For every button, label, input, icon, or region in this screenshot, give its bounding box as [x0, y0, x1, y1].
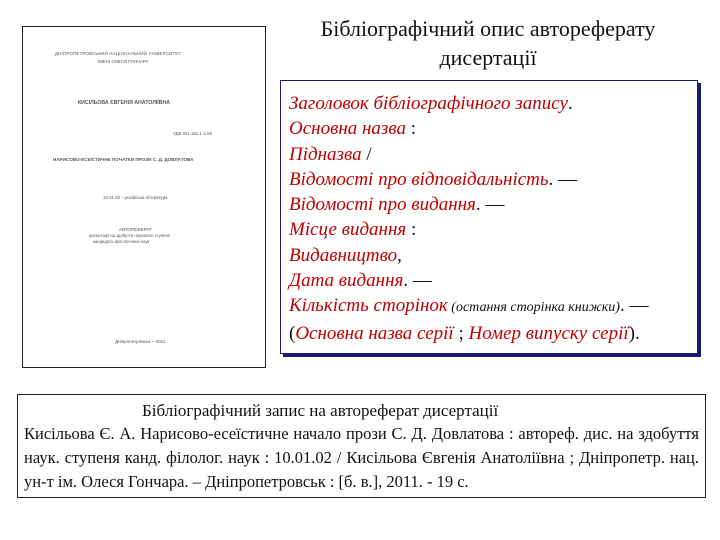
element-label: Видавництво: [289, 244, 398, 266]
element-line: [289, 116, 689, 141]
example-record-box: [17, 394, 706, 498]
element-label: Заголовок бібліографічного запису: [289, 93, 568, 114]
element-line: [289, 192, 689, 217]
element-line: [289, 217, 689, 242]
series-open-bracket: (: [289, 322, 296, 344]
element-separator: .: [567, 93, 573, 114]
element-label: Дата видання: [289, 270, 404, 292]
element-separator: :: [405, 118, 416, 140]
cover-abstract-line2: дисертації на здобуття наукового ступеня: [89, 233, 171, 238]
cover-author: КИСІЛЬОВА ЄВГЕНІЯ АНАТОЛІЇВНА: [78, 100, 170, 106]
page-title-line2: дисертації: [439, 45, 537, 70]
series-close-bracket: ).: [628, 322, 640, 344]
cover-udc: УДК 821.161.1-4.09: [173, 131, 212, 136]
element-line: [289, 167, 689, 192]
element-label: Місце видання: [289, 219, 407, 241]
page-title-line1: Бібліографічний опис автореферату: [320, 16, 656, 41]
element-label: Підназва: [289, 143, 362, 165]
element-separator: /: [361, 143, 372, 165]
element-line: [289, 293, 689, 320]
cover-specialty: 10.01.02 – російська література: [103, 195, 168, 200]
cover-header-line1: ДНІПРОПЕТРОВСЬКИЙ НАЦІОНАЛЬНИЙ УНІВЕРСИТЕТ: [55, 51, 182, 56]
element-separator: ,: [397, 244, 402, 266]
series-line: [289, 321, 689, 346]
element-separator: . —: [403, 270, 432, 292]
element-line: [289, 268, 689, 293]
description-elements-box: [280, 80, 698, 354]
series-title-label: Основна назва серії: [295, 322, 454, 344]
element-separator: . —: [548, 168, 578, 190]
cover-abstract-line3: кандидата філологічних наук: [93, 239, 150, 244]
element-separator: . —: [475, 194, 505, 216]
example-record-text: Кисільова Є. А. Нарисово-есеїстичне начало прози С. Д. Довлатова : автореф. дис. на здобуття наук. ступеня канд. філолог. наук : 10.01.02 / Кисільова Євгенія Анатоліївна ; Дніпропетр. нац. ун-т ім. Олеся Гончара. – Дніпропетровськ : [б. в.], 2011. - 19 с.: [24, 424, 699, 491]
abstract-cover-thumbnail: [22, 26, 266, 368]
element-label: Відомості про видання: [289, 194, 476, 216]
element-separator: :: [406, 219, 417, 241]
cover-title: НАРИСОВО-ЕСЕЇСТИЧНЕ ПОЧАТКИ ПРОЗИ С. Д. ДОВЛАТОВА: [53, 157, 194, 162]
element-label: Основна назва: [289, 118, 406, 140]
example-title: Бібліографічний запис на автореферат дисертації: [142, 401, 499, 420]
element-line: [289, 243, 689, 268]
cover-abstract-label: АВТОРЕФЕРАТ: [119, 227, 152, 232]
series-number-label: Номер випуску серії: [468, 322, 629, 344]
series-separator: ;: [453, 322, 469, 344]
page-title: [278, 14, 698, 72]
element-line: [289, 91, 689, 116]
element-separator: . —: [619, 295, 649, 317]
element-note: (остання сторінка книжки): [447, 300, 620, 316]
element-line: [289, 142, 689, 167]
cover-city-year: Дніпропетровськ – 2011: [115, 339, 166, 344]
element-label: Відомості про відповідальність: [289, 168, 549, 190]
element-label: Кількість сторінок: [289, 295, 448, 317]
cover-header-line2: ІМЕНІ ОЛЕСЯ ГОНЧАРА: [98, 59, 149, 64]
